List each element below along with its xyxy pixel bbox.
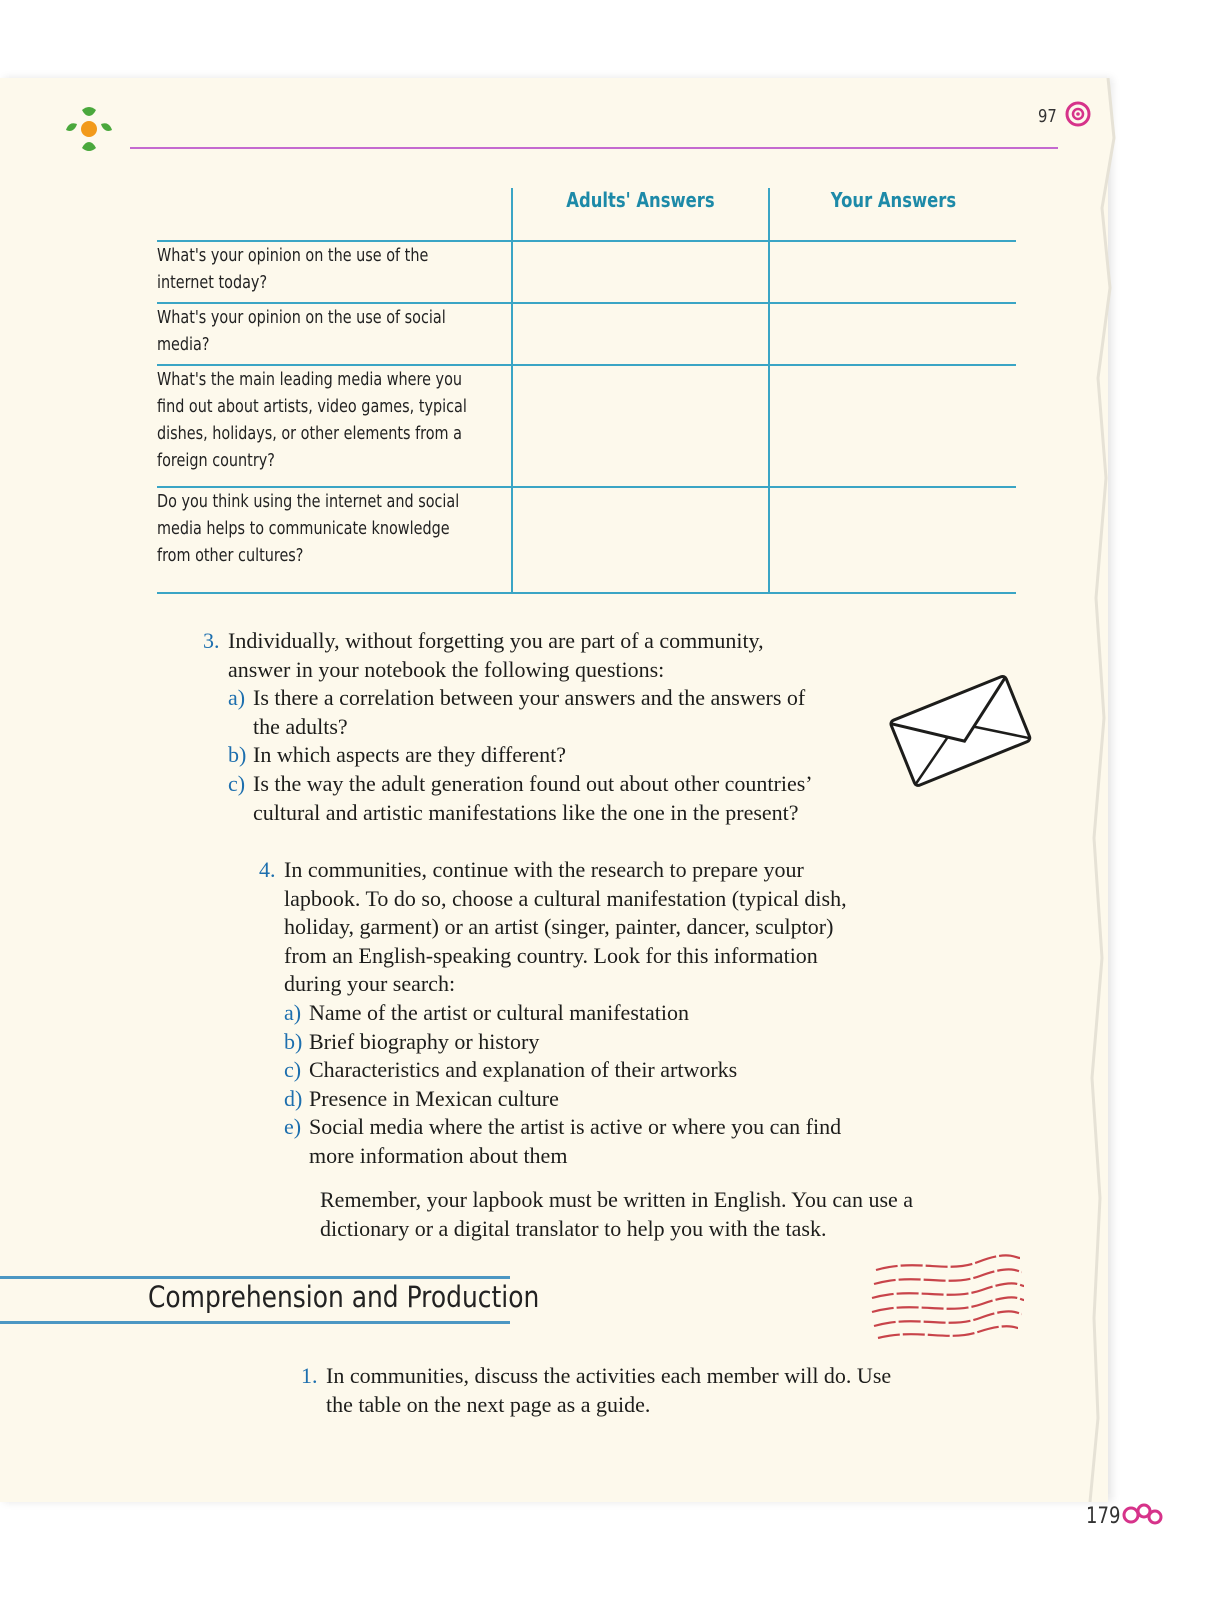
page-number-top: 97: [1038, 106, 1057, 127]
activity-text: In communities, continue with the research to prepare your lapbook. To do so, choose a cultural manifestation (typical dish, holiday, garment) or an artist (singer, painter, dancer, sculptor) from an English-speaking country. Look for this information during your search:: [284, 857, 847, 997]
activity-number: 4.: [259, 857, 276, 882]
list-item: c) Characteristics and explanation of their artworks: [284, 1057, 738, 1083]
list-item: a) Name of the artist or cultural manifestation: [284, 999, 689, 1025]
section-title: Comprehension and Production: [148, 1280, 540, 1314]
question-cell: Do you think using the internet and social media helps to communicate knowledge from other cultures?: [157, 487, 512, 593]
lapbook-note: Remember, your lapbook must be written in English. You can use a dictionary or a digital translator to help you with the task.: [320, 1187, 914, 1241]
list-item: b) Brief biography or history: [284, 1028, 540, 1054]
activity-text: Individually, without forgetting you are part of a community, answer in your notebook the following questions:: [228, 628, 764, 682]
header-rule: [130, 147, 1058, 149]
envelope-icon: [884, 672, 1036, 788]
list-item: c) Is the way the adult generation found out about other countries’ cultural and artistic manifestations like the one in the present?: [228, 770, 811, 825]
question-cell: What's the main leading media where you find out about artists, video games, typical dishes, holidays, or other elements from a foreign country?: [157, 365, 512, 487]
activity-3: [203, 627, 813, 827]
table-row: [157, 241, 1016, 303]
pink-flower-icon: [1064, 100, 1092, 128]
pink-ornament-icon: [1120, 1500, 1164, 1530]
opinion-table: [157, 188, 1016, 594]
activity-number: 1.: [301, 1363, 318, 1388]
adults-answer-cell[interactable]: [512, 303, 769, 365]
table-row: [157, 487, 1016, 593]
your-answer-cell[interactable]: [769, 241, 1016, 303]
your-answer-cell[interactable]: [769, 487, 1016, 593]
page-number-bottom: 179: [1086, 1504, 1121, 1529]
activity-number: 3.: [203, 628, 220, 653]
your-answer-cell[interactable]: [769, 365, 1016, 487]
activity-1: [301, 1362, 901, 1419]
activity-4: [259, 856, 859, 1171]
your-answer-cell[interactable]: [769, 303, 1016, 365]
section-banner-bottom-rule: [0, 1321, 510, 1324]
table-row: [157, 303, 1016, 365]
flower-ornament-icon: [62, 104, 116, 154]
question-cell: What's your opinion on the use of the internet today?: [157, 241, 512, 303]
list-item: e) Social media where the artist is active or where you can find more information about them: [284, 1114, 842, 1168]
adults-answer-cell[interactable]: [512, 241, 769, 303]
list-item: d) Presence in Mexican culture: [284, 1085, 559, 1111]
list-item: b) In which aspects are they different?: [228, 742, 566, 768]
table-header-empty: [157, 188, 512, 241]
table-row: [157, 365, 1016, 487]
your-answers-header: Your Answers: [769, 188, 1016, 241]
question-cell: What's your opinion on the use of social media?: [157, 303, 512, 365]
section-banner-top-rule: [0, 1276, 510, 1279]
activity-text: In communities, discuss the activities each member will do. Use the table on the next page as a guide.: [326, 1363, 892, 1417]
adults-answer-cell[interactable]: [512, 365, 769, 487]
adults-answer-cell[interactable]: [512, 487, 769, 593]
adults-answers-header: Adults' Answers: [512, 188, 769, 241]
list-item: a) Is there a correlation between your answers and the answers of the adults?: [228, 685, 806, 739]
postmark-wavy-lines: [868, 1250, 1028, 1342]
torn-paper-edge: [1080, 78, 1140, 1502]
